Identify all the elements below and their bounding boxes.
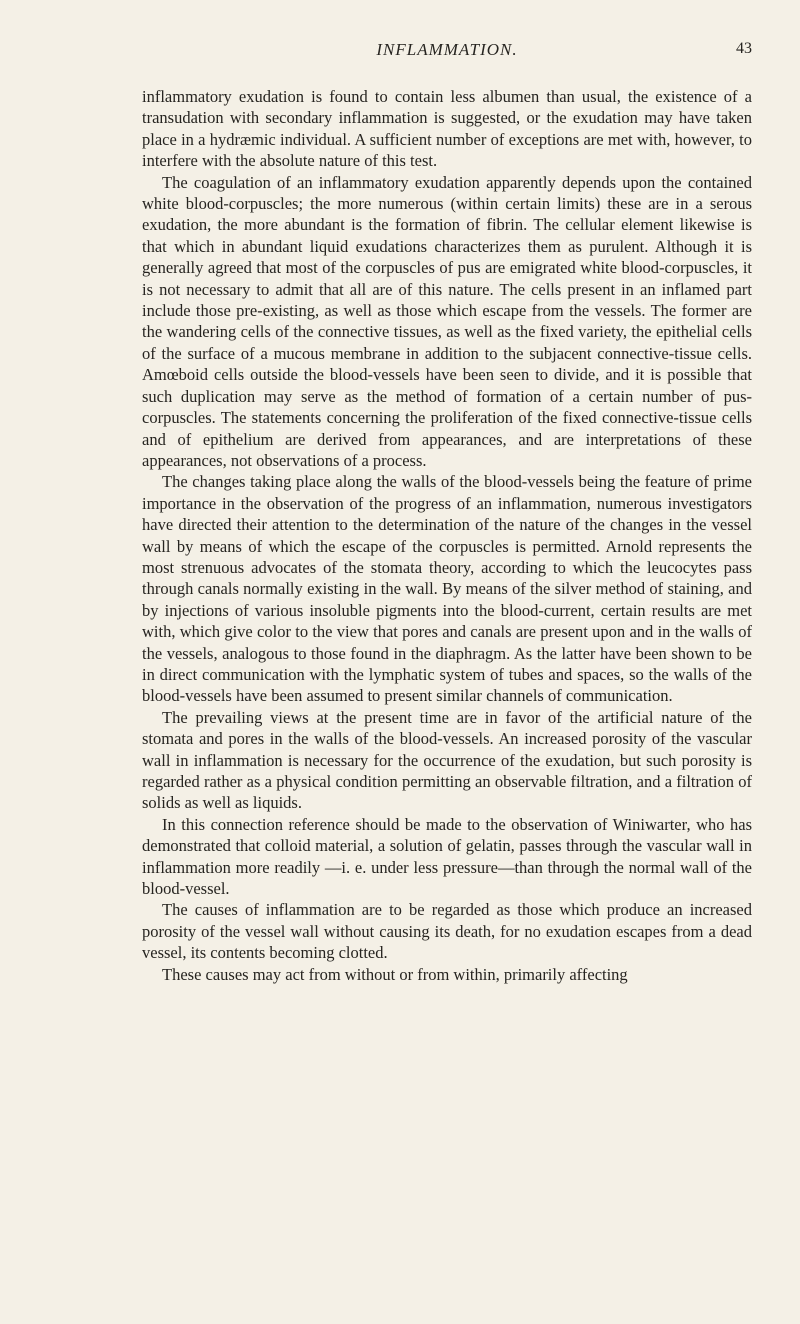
page-number: 43 [736,40,752,57]
paragraph-causes-continued: These causes may act from without or from within, primarily affecting [162,964,628,984]
paragraph-vessel-wall-changes: The changes taking place along the walls of the blood-vessels being the feature of prime importance in the observation of the progress of an inflammation, numerous investigators have directed their attention to the determination of the nature of the changes in the vessel wall by means of which the escape of the corpuscles is permitted. Arnold represents the most strenuous advocates of the stomata theory, according to which the leucocytes pass through canals normally existing in the wall. By means of the silver method of staining, and by injections of various insoluble pigments into the blood-current, certain results are met with, which give color to the view that pores and canals are present upon and in the walls of the vessels, analogous to those found in the diaphragm. As the latter have been shown to be in direct communication with the lymphatic system of tubes and spaces, so the walls of the blood-vessels have been assumed to present similar channels of communication. [142,472,752,706]
paragraph-coagulation: The coagulation of an inflammatory exudation apparently depends upon the contained white blood-corpuscles; the more numerous (within certain limits) these are in a serous exudation, the more abundant is the formation of fibrin. The cellular element likewise is that which in abundant liquid exudations characterizes them as purulent. Although it is generally agreed that most of the corpuscles of pus are emigrated white blood-corpuscles, it is not necessary to admit that all are of this nature. The cells present in an inflamed part include those pre-existing, as well as those which escape from the vessels. The former are the wandering cells of the connective tissues, as well as the fixed variety, the epithelial cells of the surface of a mucous membrane in addition to the subjacent connective-tissue cells. Amœboid cells outside the blood-vessels have been seen to divide, and it is possible that such duplication may serve as the method of formation of a certain number of pus-corpuscles. The statements concerning the proliferation of the fixed connective-tissue cells and of epithelium are derived from appearances, and are interpretations of these appearances, not observations of a process. [142,172,752,470]
paragraph-winiwarter: In this connection reference should be made to the observation of Winiwarter, who has demonstrated that colloid material, a solution of gelatin, passes through the vascular wall in inflammation more readily —i. e. under less pressure—than through the normal wall of the blood-vessel. [142,814,752,899]
running-head [142,40,752,64]
paragraph-exudation-albumen: inflammatory exudation is found to contain less albumen than usual, the existence of a transudation with secondary inflammation is suggested, or the exudation may have taken place in a hydræmic individual. A sufficient number of exceptions are met with, however, to interfere with the absolute nature of this test. [142,87,752,171]
body-text [142,86,752,985]
running-title: INFLAMMATION. [376,40,518,59]
paragraph-causes: The causes of inflammation are to be regarded as those which produce an increased porosity of the vessel wall without causing its death, for no exudation escapes from a dead vessel, its contents becoming clotted. [142,900,752,963]
paragraph-prevailing-views: The prevailing views at the present time are in favor of the artificial nature of the stomata and pores in the walls of the blood-vessels. An increased porosity of the vascular wall in inflammation is necessary for the occurrence of the exudation, but such porosity is regarded rather as a physical condition permitting an observable filtration, and a filtration of solids as well as liquids. [142,707,752,813]
